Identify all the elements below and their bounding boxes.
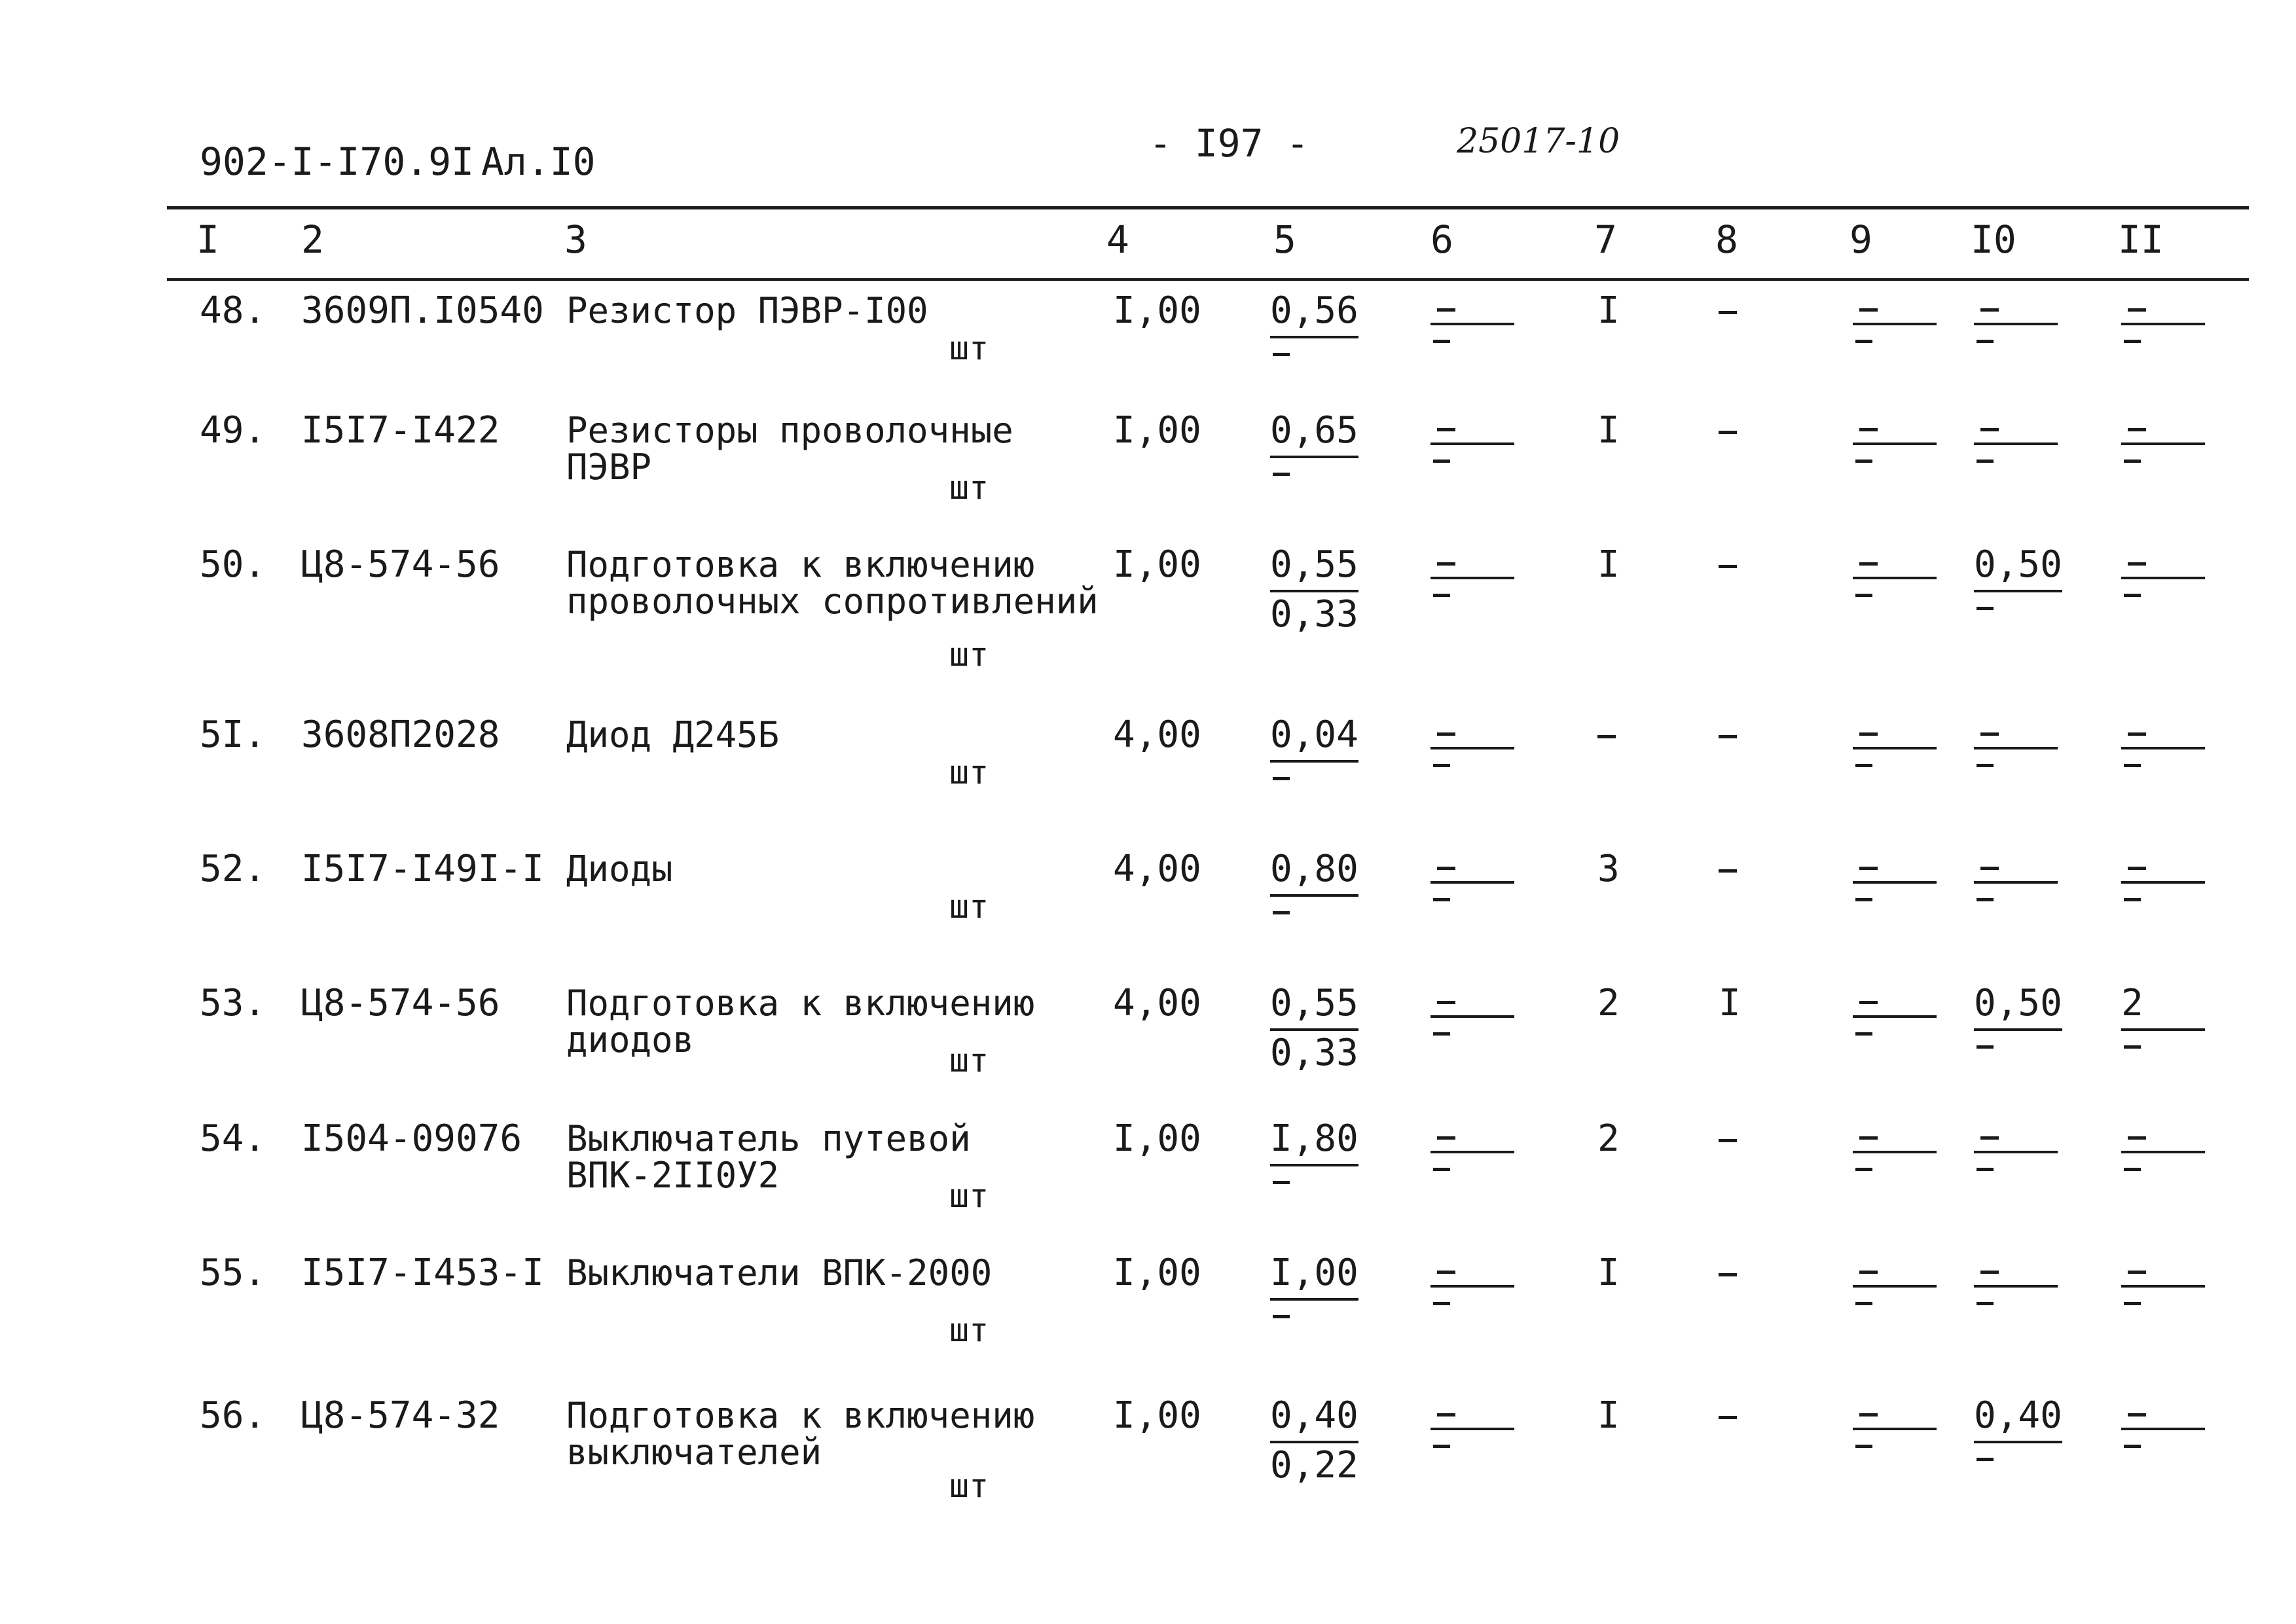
col6-value-numerator (1430, 985, 1514, 1018)
col10-value-denominator (1977, 1302, 1994, 1305)
col8-value (1719, 1255, 1737, 1291)
col11-value (2121, 1398, 2205, 1448)
col9-value-denominator (1855, 460, 1872, 463)
item-name-line: ПЭВР (566, 446, 652, 488)
col9-value-numerator (1853, 717, 1937, 749)
item-code: I5I7-I422 (301, 409, 500, 452)
col10-value-numerator: 0,40 (1974, 1398, 2062, 1443)
quantity-value: 4,00 (1113, 848, 1201, 890)
col5-value (1270, 289, 1358, 356)
col9-value-numerator (1853, 412, 1937, 445)
unit-label: шт (949, 1467, 989, 1505)
col7-value: 2 (1597, 982, 1620, 1024)
col11-value-numerator (2121, 1121, 2205, 1153)
col5-value-numerator: I,80 (1270, 1121, 1358, 1166)
col11-value-numerator (2121, 547, 2205, 579)
unit-label: шт (949, 1177, 989, 1215)
col11-value (2121, 982, 2205, 1049)
col5-value-denominator: 0,22 (1270, 1444, 1358, 1487)
col5-value-denominator (1273, 473, 1290, 476)
item-code: I5I7-I453-I (301, 1252, 544, 1294)
col6-value (1430, 293, 1514, 343)
col11-value (2121, 717, 2205, 767)
col9-value-denominator (1855, 1168, 1872, 1171)
col6-value (1430, 547, 1514, 597)
col10-value-denominator (1977, 340, 1994, 343)
row-number: 53. (200, 982, 266, 1024)
unit-label: шт (949, 1041, 989, 1079)
col9-value (1853, 1255, 1937, 1305)
col10-value-numerator (1974, 1255, 2058, 1288)
item-code: Ц8-574-32 (301, 1394, 500, 1437)
col5-value (1270, 1252, 1358, 1318)
col10-value (1974, 412, 2058, 463)
col10-value (1974, 1121, 2058, 1171)
col11-value-denominator (2124, 764, 2141, 767)
col10-value-denominator (1977, 764, 1994, 767)
col5-value-numerator: 0,55 (1270, 985, 1358, 1031)
col11-value-numerator (2121, 412, 2205, 445)
item-name (566, 1252, 993, 1293)
item-name-line: проволочных сопротивлений (566, 581, 1099, 622)
item-name (566, 714, 780, 755)
item-code: Ц8-574-56 (301, 982, 500, 1024)
col11-value-numerator (2121, 1398, 2205, 1430)
quantity-value: I,00 (1113, 543, 1201, 586)
col8-value (1719, 293, 1737, 329)
col10-value-denominator (1977, 1045, 1994, 1049)
col10-value-numerator (1974, 717, 2058, 749)
col11-value (2121, 851, 2205, 901)
col5-value (1270, 1117, 1358, 1184)
quantity-value: 4,00 (1113, 713, 1201, 756)
item-name-line: Подготовка к включению (566, 544, 1035, 585)
col8-value (1719, 717, 1737, 753)
row-number: 5I. (200, 713, 266, 756)
column-header: 6 (1430, 217, 1453, 262)
item-code: 3608П2028 (301, 713, 500, 756)
column-header: 8 (1715, 217, 1738, 262)
item-name (566, 412, 1013, 486)
row-number: 52. (200, 848, 266, 890)
item-name-line: ВПК-2II0У2 (566, 1155, 780, 1196)
handwritten-code: 25017-10 (1457, 122, 1620, 161)
col5-value-denominator: 0,33 (1270, 1032, 1358, 1074)
col7-value: I (1597, 289, 1620, 332)
row-number: 50. (200, 543, 266, 586)
item-code: 3609П.I0540 (301, 289, 544, 332)
col7-value: I (1597, 1252, 1620, 1294)
item-name-line: Выключатель путевой (566, 1118, 971, 1159)
column-header: I (196, 217, 219, 262)
item-name-line: Подготовка к включению (566, 1395, 1035, 1436)
col9-value-numerator (1853, 1398, 1937, 1430)
col7-value: I (1597, 409, 1620, 452)
col6-value-numerator (1430, 1255, 1514, 1288)
item-name (566, 290, 928, 331)
col5-value-denominator (1273, 911, 1290, 914)
col11-value-denominator (2124, 1045, 2141, 1049)
col10-value (1974, 717, 2058, 767)
col9-value-numerator (1853, 851, 1937, 884)
unit-label: шт (949, 888, 989, 926)
col6-value-numerator (1430, 717, 1514, 749)
col7-value (1597, 717, 1616, 753)
col10-value (1974, 543, 2062, 610)
row-number: 54. (200, 1117, 266, 1160)
col10-value-denominator (1977, 898, 1994, 901)
col9-value (1853, 412, 1937, 463)
col6-value (1430, 412, 1514, 463)
col6-value-denominator (1433, 898, 1450, 901)
col5-value (1270, 409, 1358, 476)
col5-value-numerator: I,00 (1270, 1255, 1358, 1301)
col11-value (2121, 547, 2205, 597)
col10-value (1974, 1394, 2062, 1461)
unit-label: шт (949, 469, 989, 507)
col9-value-denominator (1855, 594, 1872, 597)
unit-label: шт (949, 636, 989, 674)
col10-value-numerator: 0,50 (1974, 547, 2062, 592)
column-header: 4 (1106, 217, 1129, 262)
col10-value-numerator (1974, 1121, 2058, 1153)
col6-value (1430, 717, 1514, 767)
col11-value (2121, 293, 2205, 343)
column-header: 3 (564, 217, 587, 262)
col6-value-denominator (1433, 460, 1450, 463)
col11-value (2121, 412, 2205, 463)
col5-value (1270, 848, 1358, 914)
col9-value-denominator (1855, 898, 1872, 901)
col9-value (1853, 547, 1937, 597)
col8-value (1719, 547, 1737, 583)
col6-value (1430, 985, 1514, 1036)
col10-value-denominator (1977, 460, 1994, 463)
col10-value-denominator (1977, 1458, 1994, 1461)
col6-value-denominator (1433, 1168, 1450, 1171)
col10-value (1974, 851, 2058, 901)
col8-value: I (1719, 982, 1741, 1024)
col10-value (1974, 1255, 2058, 1305)
quantity-value: I,00 (1113, 289, 1201, 332)
col11-value-numerator (2121, 717, 2205, 749)
col9-value-denominator (1855, 1445, 1872, 1448)
col11-value-denominator (2124, 460, 2141, 463)
col11-value-numerator (2121, 293, 2205, 325)
item-name-line: Диоды (566, 848, 673, 890)
col5-value-numerator: 0,04 (1270, 717, 1358, 763)
col10-value (1974, 293, 2058, 343)
col7-value: I (1597, 1394, 1620, 1437)
col10-value (1974, 982, 2062, 1049)
col6-value (1430, 1255, 1514, 1305)
col11-value (2121, 1121, 2205, 1171)
col9-value (1853, 1121, 1937, 1171)
col11-value-denominator (2124, 898, 2141, 901)
col6-value-denominator (1433, 1302, 1450, 1305)
col9-value-numerator (1853, 985, 1937, 1018)
col7-value: 3 (1597, 848, 1620, 890)
col11-value-denominator (2124, 340, 2141, 343)
item-name-line: Резистор ПЭВР-I00 (566, 290, 928, 331)
col9-value-denominator (1855, 340, 1872, 343)
col6-value (1430, 851, 1514, 901)
col7-value: 2 (1597, 1117, 1620, 1160)
col6-value-denominator (1433, 1032, 1450, 1036)
col5-value-denominator: 0,33 (1270, 593, 1358, 636)
col9-value-denominator (1855, 1302, 1872, 1305)
row-number: 48. (200, 289, 266, 332)
col6-value-numerator (1430, 412, 1514, 445)
col6-value-numerator (1430, 1398, 1514, 1430)
item-name (566, 544, 1099, 622)
col11-value-numerator (2121, 1255, 2205, 1288)
unit-label: шт (949, 329, 989, 367)
col6-value-numerator (1430, 851, 1514, 884)
item-name (566, 848, 673, 890)
col9-value (1853, 851, 1937, 901)
quantity-value: I,00 (1113, 409, 1201, 452)
col9-value (1853, 293, 1937, 343)
col5-value (1270, 982, 1358, 1075)
col10-value-denominator (1977, 607, 1994, 610)
quantity-value: I,00 (1113, 1252, 1201, 1294)
col5-value-numerator: 0,80 (1270, 851, 1358, 897)
col11-value-denominator (2124, 594, 2141, 597)
col8-value (1719, 1398, 1737, 1434)
col6-value-denominator (1433, 594, 1450, 597)
col11-value-numerator: 2 (2121, 985, 2205, 1031)
column-header: 2 (301, 217, 324, 262)
col10-value-numerator (1974, 851, 2058, 884)
col5-value (1270, 543, 1358, 637)
col9-value-numerator (1853, 1121, 1937, 1153)
col5-value-numerator: 0,65 (1270, 412, 1358, 458)
quantity-value: I,00 (1113, 1117, 1201, 1160)
col5-value-numerator: 0,56 (1270, 293, 1358, 338)
col8-value (1719, 851, 1737, 888)
item-name (566, 1118, 971, 1196)
row-number: 56. (200, 1394, 266, 1437)
col6-value-denominator (1433, 1445, 1450, 1448)
item-code: I5I7-I49I-I (301, 848, 544, 890)
column-header: 5 (1273, 217, 1296, 262)
col9-value (1853, 1398, 1937, 1448)
quantity-value: 4,00 (1113, 982, 1201, 1024)
col10-value-numerator: 0,50 (1974, 985, 2062, 1031)
row-number: 49. (200, 409, 266, 452)
column-header: II (2118, 217, 2164, 262)
col9-value-numerator (1853, 547, 1937, 579)
col5-value (1270, 713, 1358, 780)
column-header: 7 (1594, 217, 1617, 262)
column-header: 9 (1850, 217, 1872, 262)
col5-value-denominator (1273, 777, 1290, 780)
col11-value-denominator (2124, 1302, 2141, 1305)
col9-value (1853, 717, 1937, 767)
item-name-line: выключателей (566, 1432, 822, 1473)
col10-value-numerator (1974, 293, 2058, 325)
col5-value-numerator: 0,40 (1270, 1398, 1358, 1443)
col11-value-denominator (2124, 1168, 2141, 1171)
item-code: Ц8-574-56 (301, 543, 500, 586)
item-name-line: диодов (566, 1019, 695, 1060)
col6-value-numerator (1430, 547, 1514, 579)
col10-value-numerator (1974, 412, 2058, 445)
col6-value-denominator (1433, 764, 1450, 767)
item-name-line: Подготовка к включению (566, 983, 1035, 1024)
sheet-label: Ал.I0 (481, 139, 596, 184)
page-number: - I97 - (1149, 121, 1309, 166)
col6-value (1430, 1398, 1514, 1448)
item-name-line: Резисторы проволочные (566, 410, 1013, 451)
col5-value-denominator (1273, 353, 1290, 356)
col10-value-denominator (1977, 1168, 1994, 1171)
header-bottom-rule (167, 278, 2249, 281)
col6-value (1430, 1121, 1514, 1171)
col9-value-numerator (1853, 1255, 1937, 1288)
col11-value (2121, 1255, 2205, 1305)
item-name-line: Диод Д245Б (566, 714, 780, 755)
item-name (566, 1395, 1035, 1473)
col9-value (1853, 985, 1937, 1036)
col9-value-numerator (1853, 293, 1937, 325)
col6-value-numerator (1430, 1121, 1514, 1153)
col5-value-denominator (1273, 1315, 1290, 1318)
col9-value-denominator (1855, 1032, 1872, 1036)
col6-value-numerator (1430, 293, 1514, 325)
col5-value (1270, 1394, 1358, 1488)
quantity-value: I,00 (1113, 1394, 1201, 1437)
col6-value-denominator (1433, 340, 1450, 343)
col5-value-denominator (1273, 1181, 1290, 1184)
unit-label: шт (949, 1311, 989, 1349)
col11-value-numerator (2121, 851, 2205, 884)
col7-value: I (1597, 543, 1620, 586)
col8-value (1719, 412, 1737, 449)
document-code: 902-I-I70.9I (200, 139, 475, 184)
column-header: I0 (1971, 217, 2016, 262)
col11-value-denominator (2124, 1445, 2141, 1448)
item-code: I504-09076 (301, 1117, 522, 1160)
col5-value-numerator: 0,55 (1270, 547, 1358, 592)
table-top-rule (167, 206, 2249, 209)
col8-value (1719, 1121, 1737, 1157)
row-number: 55. (200, 1252, 266, 1294)
item-name-line: Выключатели ВПК-2000 (566, 1252, 993, 1293)
unit-label: шт (949, 753, 989, 791)
col9-value-denominator (1855, 764, 1872, 767)
